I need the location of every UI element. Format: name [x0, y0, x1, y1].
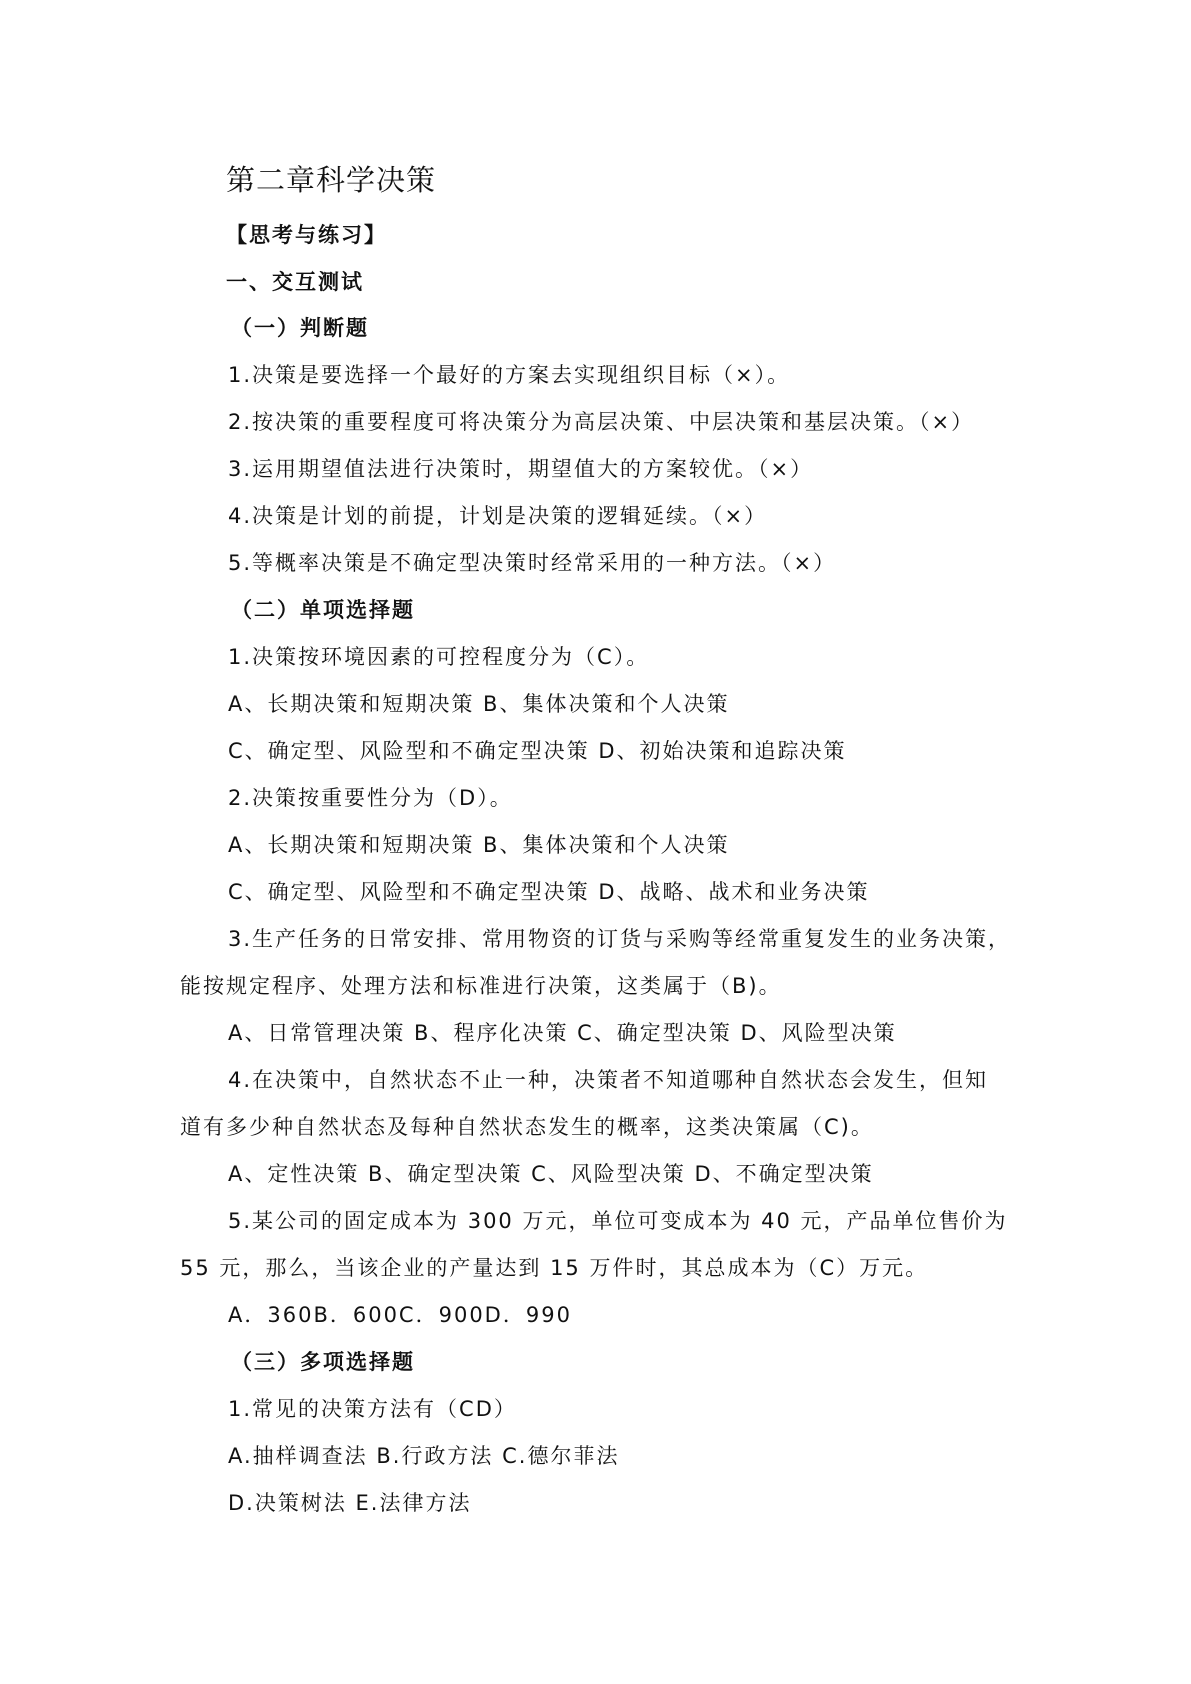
- multi-q1-options-a: A.抽样调查法 B.行政方法 C.德尔菲法: [228, 1444, 620, 1468]
- single-q5-options: A．360B．600C．900D．990: [228, 1303, 572, 1327]
- single-q5-line2: 55 元，那么，当该企业的产量达到 15 万件时，其总成本为（C）万元。: [180, 1256, 929, 1280]
- single-q4-line1: 4.在决策中，自然状态不止一种，决策者不知道哪种自然状态会发生，但知: [228, 1068, 989, 1092]
- single-q4-line2: 道有多少种自然状态及每种自然状态发生的概率，这类决策属（C)。: [180, 1115, 874, 1139]
- single-q1-options-b: C、确定型、风险型和不确定型决策 D、初始决策和追踪决策: [228, 739, 847, 763]
- single-q3-line2: 能按规定程序、处理方法和标准进行决策，这类属于（B)。: [180, 974, 782, 998]
- single-q1: 1.决策按环境因素的可控程度分为（C）。: [228, 645, 650, 669]
- truefalse-item-3: 3.运用期望值法进行决策时，期望值大的方案较优。（×）: [228, 457, 814, 481]
- single-choice-heading: （二）单项选择题: [231, 598, 415, 622]
- single-q2: 2.决策按重要性分为（D）。: [228, 786, 513, 810]
- section-practice-heading: 【思考与练习】: [226, 223, 387, 247]
- single-q5-line1: 5.某公司的固定成本为 300 万元，单位可变成本为 40 元，产品单位售价为: [228, 1209, 1008, 1233]
- section-interactive-test-heading: 一、交互测试: [226, 270, 364, 294]
- truefalse-item-5: 5.等概率决策是不确定型决策时经常采用的一种方法。（×）: [228, 551, 837, 575]
- single-q1-options-a: A、长期决策和短期决策 B、集体决策和个人决策: [228, 692, 730, 716]
- single-q3-options: A、日常管理决策 B、程序化决策 C、确定型决策 D、风险型决策: [228, 1021, 897, 1045]
- single-q4-options: A、定性决策 B、确定型决策 C、风险型决策 D、不确定型决策: [228, 1162, 874, 1186]
- multi-q1-options-b: D.决策树法 E.法律方法: [228, 1491, 472, 1515]
- chapter-title: 第二章科学决策: [226, 163, 437, 197]
- multi-q1: 1.常见的决策方法有（CD）: [228, 1397, 517, 1421]
- multi-choice-heading: （三）多项选择题: [231, 1350, 415, 1374]
- single-q2-options-a: A、长期决策和短期决策 B、集体决策和个人决策: [228, 833, 730, 857]
- single-q2-options-b: C、确定型、风险型和不确定型决策 D、战略、战术和业务决策: [228, 880, 870, 904]
- truefalse-item-2: 2.按决策的重要程度可将决策分为高层决策、中层决策和基层决策。（×）: [228, 410, 975, 434]
- truefalse-item-4: 4.决策是计划的前提，计划是决策的逻辑延续。（×）: [228, 504, 768, 528]
- single-q3-line1: 3.生产任务的日常安排、常用物资的订货与采购等经常重复发生的业务决策，: [228, 927, 1012, 951]
- truefalse-item-1: 1.决策是要选择一个最好的方案去实现组织目标（×）。: [228, 363, 791, 387]
- truefalse-heading: （一）判断题: [231, 316, 369, 340]
